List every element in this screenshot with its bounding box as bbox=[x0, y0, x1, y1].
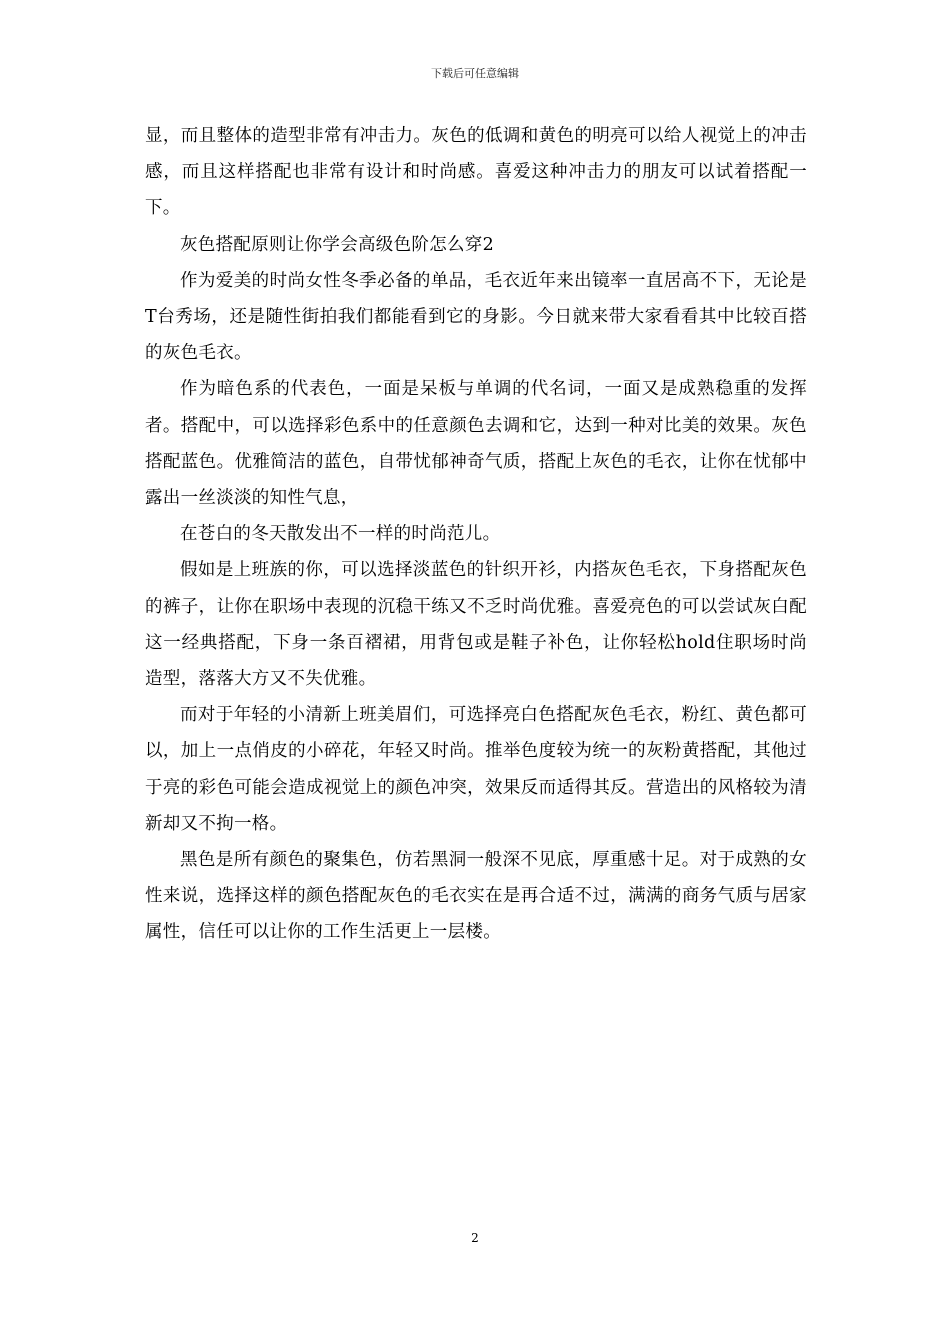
section-heading: 灰色搭配原则让你学会高级色阶怎么穿2 bbox=[180, 234, 495, 255]
paragraph: 在苍白的冬天散发出不一样的时尚范儿。 bbox=[180, 524, 501, 545]
page-number: 2 bbox=[471, 1231, 479, 1245]
document-body bbox=[145, 118, 807, 951]
page-header: 下载后可任意编辑 bbox=[431, 67, 519, 80]
paragraph: 显，而且整体的造型非常有冲击力。灰色的低调和黄色的明亮可以给人视觉上的冲击感，而且这样搭配也非常有设计和时尚感。喜爱这种冲击力的朋友可以试着搭配一下。 bbox=[145, 126, 807, 219]
paragraph: 假如是上班族的你，可以选择淡蓝色的针织开衫，内搭灰色毛衣，下身搭配灰色的裤子，让你在职场中表现的沉稳干练又不乏时尚优雅。喜爱亮色的可以尝试灰白配这一经典搭配，下身一条百褶裙，用背包或是鞋子补色，让你轻松hold住职场时尚造型，落落大方又不失优雅。 bbox=[145, 560, 807, 690]
paragraph: 黑色是所有颜色的聚集色，仿若黑洞一般深不见底，厚重感十足。对于成熟的女性来说，选择这样的颜色搭配灰色的毛衣实在是再合适不过，满满的商务气质与居家属性，信任可以让你的工作生活更上一层楼。 bbox=[145, 850, 807, 943]
paragraph: 作为暗色系的代表色，一面是呆板与单调的代名词，一面又是成熟稳重的发挥者。搭配中，可以选择彩色系中的任意颜色去调和它，达到一种对比美的效果。灰色搭配蓝色。优雅简洁的蓝色，自带忧郁神奇气质，搭配上灰色的毛衣，让你在忧郁中露出一丝淡淡的知性气息， bbox=[145, 379, 807, 509]
paragraph: 而对于年轻的小清新上班美眉们，可选择亮白色搭配灰色毛衣，粉红、黄色都可以，加上一点俏皮的小碎花，年轻又时尚。推举色度较为统一的灰粉黄搭配，其他过于亮的彩色可能会造成视觉上的颜色冲突，效果反而适得其反。营造出的风格较为清新却又不拘一格。 bbox=[145, 705, 807, 834]
paragraph: 作为爱美的时尚女性冬季必备的单品，毛衣近年来出镜率一直居高不下，无论是T台秀场，还是随性街拍我们都能看到它的身影。今日就来带大家看看其中比较百搭的灰色毛衣。 bbox=[145, 270, 807, 364]
